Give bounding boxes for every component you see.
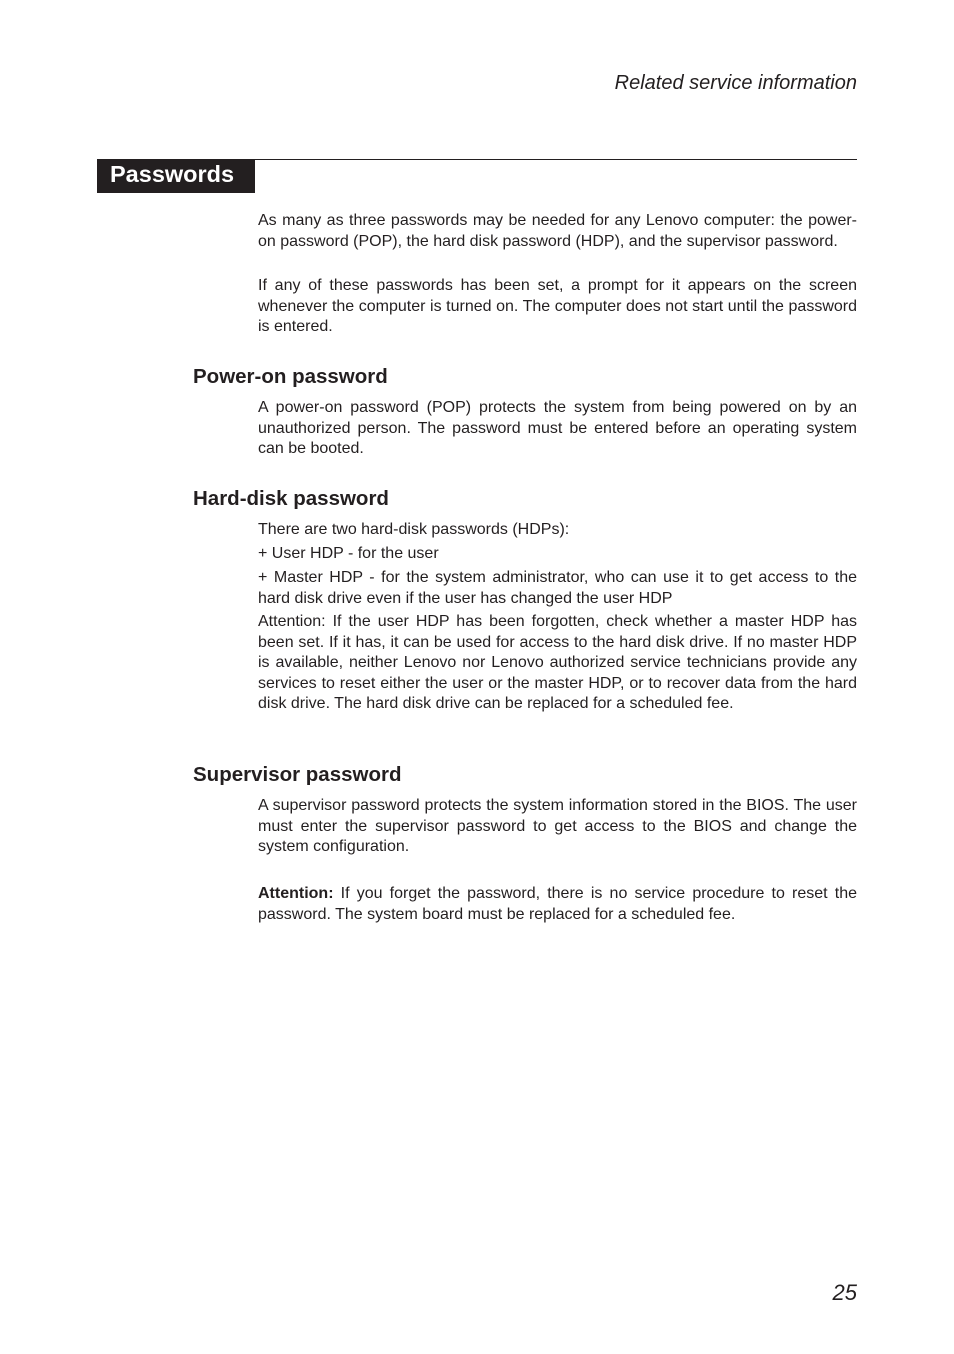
attention-label: Attention: bbox=[258, 885, 334, 902]
power-on-heading: Power-on password bbox=[193, 365, 388, 388]
power-on-paragraph: A power-on password (POP) protects the system from being powered on by an unauthorized person. The password must be entered before an operating system can be booted. bbox=[258, 399, 857, 458]
intro-paragraph-1: As many as three passwords may be needed for any Lenovo computer: the power-on password (POP), the hard disk password (HDP), and the supervisor password. bbox=[258, 212, 857, 250]
hard-disk-heading: Hard-disk password bbox=[193, 487, 389, 510]
page-number: 25 bbox=[832, 1280, 857, 1305]
supervisor-heading: Supervisor password bbox=[193, 763, 402, 786]
hard-disk-paragraph-3: + Master HDP - for the system administrator, who can use it to get access to the hard disk drive even if the user has changed the user HDP bbox=[258, 569, 857, 607]
intro-paragraph-2: If any of these passwords has been set, a prompt for it appears on the screen whenever the computer is turned on. The computer does not start until the password is entered. bbox=[258, 277, 857, 336]
hard-disk-paragraph-2: + User HDP - for the user bbox=[258, 545, 439, 562]
section-rule bbox=[255, 159, 857, 160]
attention-text: If you forget the password, there is no service procedure to reset the password. The system board must be replaced for a scheduled fee. bbox=[258, 885, 857, 923]
supervisor-attention-paragraph bbox=[258, 884, 857, 925]
section-title: Passwords bbox=[97, 159, 255, 193]
running-header: Related service information bbox=[614, 72, 857, 94]
supervisor-paragraph: A supervisor password protects the system information stored in the BIOS. The user must enter the supervisor password to get access to the BIOS and change the system configuration. bbox=[258, 797, 857, 856]
hard-disk-paragraph-1: There are two hard-disk passwords (HDPs): bbox=[258, 521, 570, 538]
hard-disk-attention-paragraph: Attention: If the user HDP has been forgotten, check whether a master HDP has been set. If it has, it can be used for access to the hard disk drive. If no master HDP is available, neither Lenovo nor Lenovo authorized service technicians provide any services to reset either the user or the master HDP, or to recover data from the hard disk drive. The hard disk drive can be replaced for a scheduled fee. bbox=[258, 613, 857, 713]
